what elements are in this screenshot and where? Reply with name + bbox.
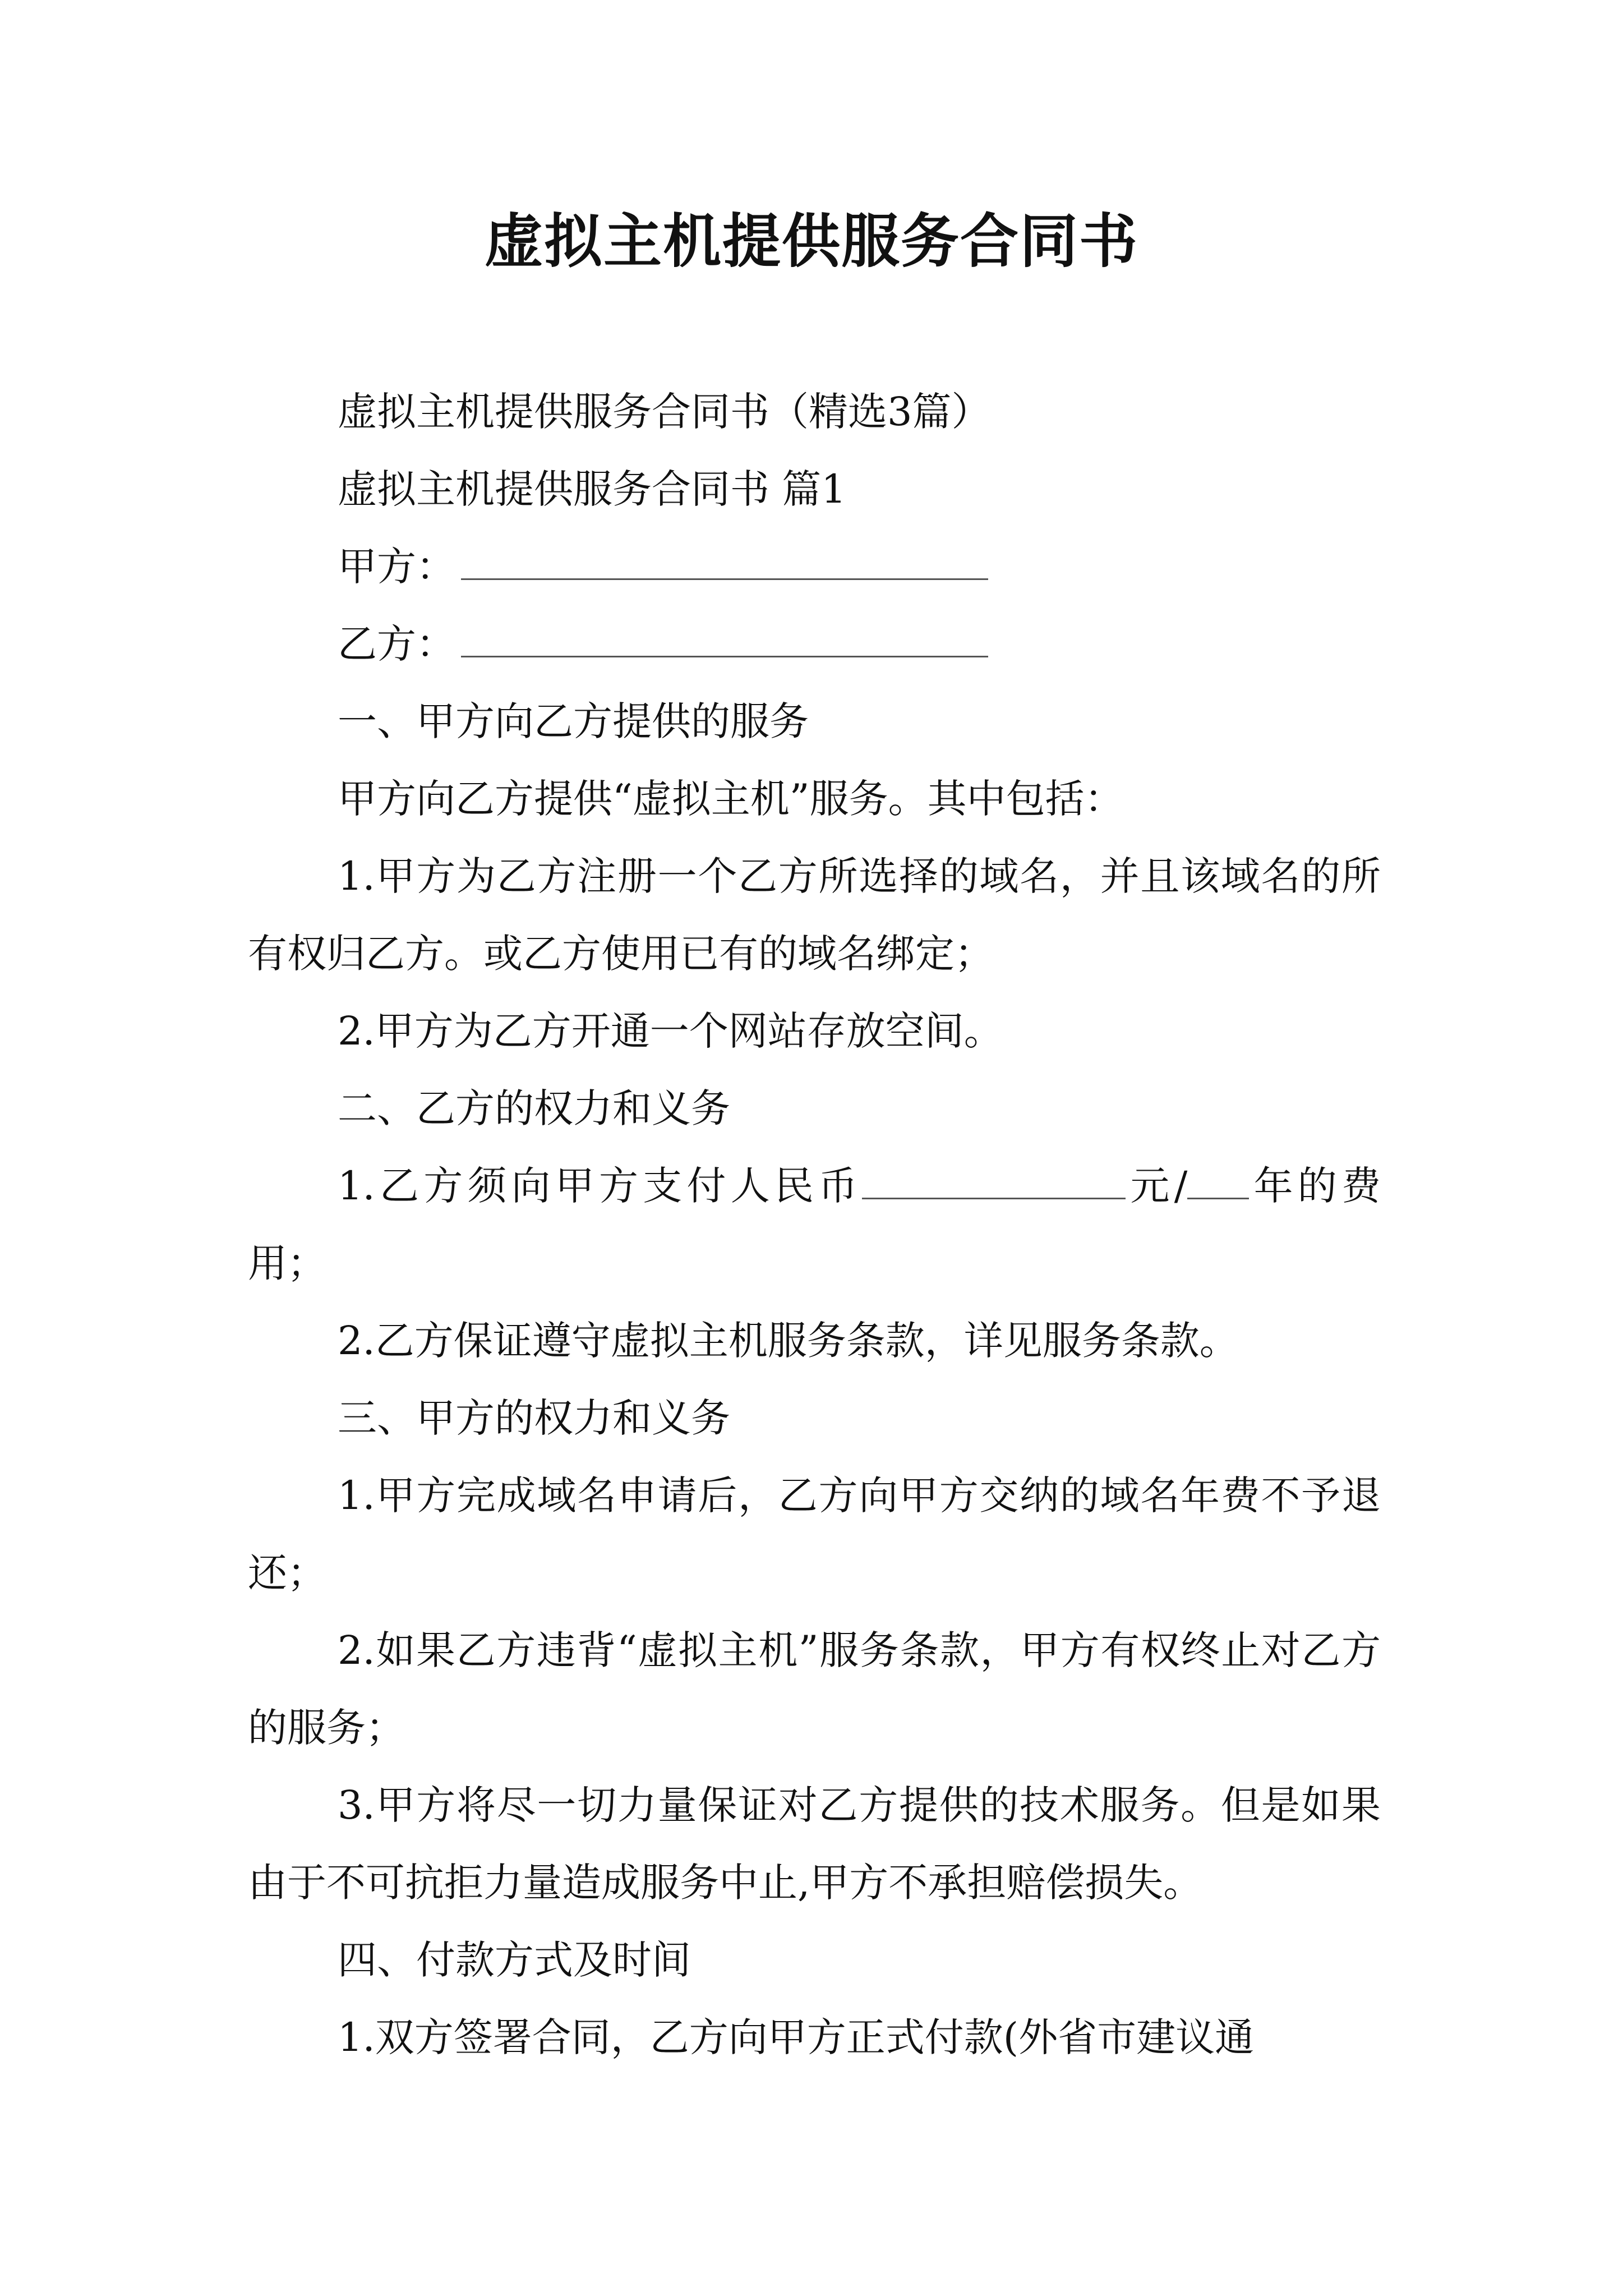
fee-unit: 元/ [1126,1163,1188,1209]
section-4-item-1: 1.双方签署合同，乙方向甲方正式付款(外省市建议通 [338,2014,1255,2060]
section-1-intro: 甲方向乙方提供“虚拟主机”服务。其中包括： [338,776,1124,822]
document-title: 虚拟主机提供服务合同书 [484,207,1138,275]
section-3-heading: 三、甲方的权力和义务 [338,1395,730,1441]
fee-amount-blank [862,1158,1126,1199]
party-a-label: 甲方： [338,544,455,590]
party-b-label: 乙方： [338,621,455,667]
subtitle: 虚拟主机提供服务合同书（精选3篇） [338,389,991,435]
fee-years-blank [1187,1158,1249,1199]
party-b-line [248,605,1381,683]
document-body [248,373,1381,2076]
section-heading: 虚拟主机提供服务合同书 篇1 [338,466,846,512]
section-2-item-2: 2.乙方保证遵守虚拟主机服务条款，详见服务条款。 [338,1318,1239,1364]
section-2-item-1 [248,1147,1381,1302]
section-1-item-2: 2.甲方为乙方开通一个网站存放空间。 [338,1008,1003,1054]
section-2-heading: 二、乙方的权力和义务 [338,1085,730,1131]
section-3-item-3: 3.甲方将尽一切力量保证对乙方提供的技术服务。但是如果由于不可抗拒力量造成服务中止,甲方不承担赔偿损失。 [248,1782,1381,1906]
section-1-heading: 一、甲方向乙方提供的服务 [338,698,809,744]
section-1-item-1: 1.甲方为乙方注册一个乙方所选择的域名，并且该域名的所有权归乙方。或乙方使用已有的域名绑定； [248,853,1381,977]
fee-prefix: 1.乙方须向甲方支付人民币 [338,1163,863,1209]
party-a-line [248,528,1381,605]
party-a-blank [461,539,988,580]
party-b-blank [461,616,988,657]
section-3-item-2: 2.如果乙方违背“虚拟主机”服务条款，甲方有权终止对乙方的服务； [248,1627,1381,1751]
section-3-item-1: 1.甲方完成域名申请后，乙方向甲方交纳的域名年费不予退还； [248,1473,1381,1596]
fee-suffix: 年的费用； [248,1163,1381,1286]
section-4-heading: 四、付款方式及时间 [338,1937,691,1983]
